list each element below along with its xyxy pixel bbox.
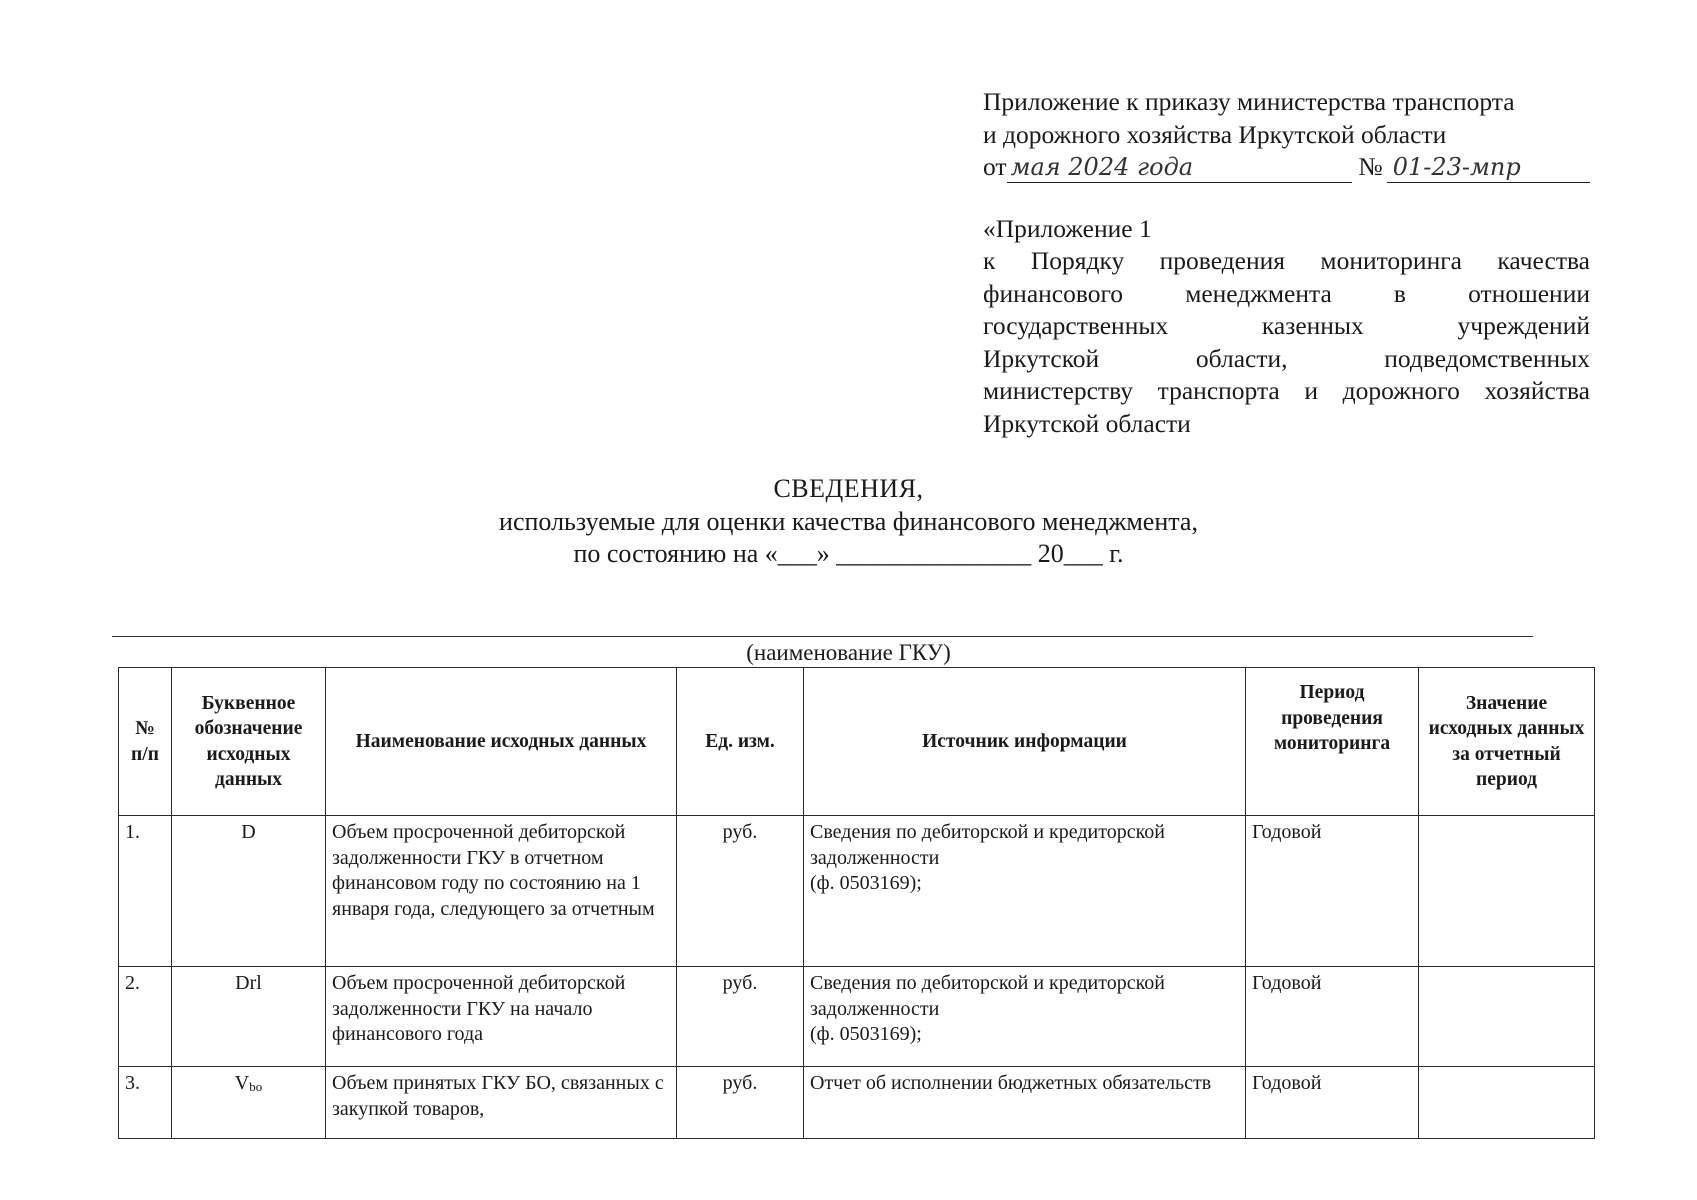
- cell-source-form: (ф. 0503169);: [810, 1023, 922, 1045]
- cell-source-text: Сведения по дебиторской и кредиторской задолженности: [810, 972, 1165, 1020]
- appendix-line: к Порядку проведения мониторинга качества: [983, 246, 1590, 275]
- cell-value: [1419, 816, 1595, 967]
- header-num: № п/п: [119, 668, 172, 816]
- title-line-1: СВЕДЕНИЯ,: [773, 474, 924, 503]
- header-name: Наименование исходных данных: [326, 668, 677, 816]
- cell-num: 3.: [119, 1067, 172, 1139]
- cell-unit: руб.: [677, 967, 804, 1067]
- header-code: Буквенное обозначение исходных данных: [172, 668, 326, 816]
- gku-name-underline: [112, 636, 1533, 637]
- handwritten-date: мая 2024 года: [1007, 152, 1353, 183]
- source-data-table: [118, 667, 1595, 1139]
- order-date-number-line: [983, 151, 1590, 184]
- order-header-line-1: Приложение к приказу министерства транспорта: [983, 87, 1515, 116]
- cell-value: [1419, 1067, 1595, 1139]
- gku-name-caption: (наименование ГКУ): [746, 640, 951, 665]
- appendix-line-last: Иркутской области: [983, 408, 1191, 438]
- cell-name: Объем принятых ГКУ БО, связанных с закупкой товаров,: [326, 1067, 677, 1139]
- title-line-2: используемые для оценки качества финансового менеджмента,: [499, 506, 1198, 536]
- header-period: Период проведения мониторинга: [1246, 668, 1419, 816]
- cell-code: Drl: [172, 967, 326, 1067]
- cell-name: Объем просроченной дебиторской задолженности ГКУ в отчетном финансовом году по состоянию на 1 января года, следующего за отчетным: [326, 816, 677, 967]
- cell-code: D: [172, 816, 326, 967]
- cell-source-form: (ф. 0503169);: [810, 872, 922, 894]
- table-row: [119, 967, 1595, 1067]
- from-label: от: [983, 152, 1007, 181]
- appendix-line: государственных казенных учреждений: [983, 311, 1590, 340]
- cell-source: [804, 816, 1246, 967]
- handwritten-order-number: 01-23-мпр: [1387, 152, 1590, 183]
- cell-source-text: Сведения по дебиторской и кредиторской задолженности: [810, 821, 1165, 869]
- header-value: Значение исходных данных за отчетный период: [1419, 668, 1595, 816]
- cell-code-subscript: bo: [249, 1079, 263, 1094]
- cell-num: 1.: [119, 816, 172, 967]
- cell-num: 2.: [119, 967, 172, 1067]
- cell-source: [804, 967, 1246, 1067]
- cell-unit: руб.: [677, 1067, 804, 1139]
- cell-value: [1419, 967, 1595, 1067]
- document-title: [0, 473, 1697, 571]
- appendix-line: финансового менеджмента в отношении: [983, 278, 1590, 308]
- order-header: [983, 86, 1590, 440]
- appendix-title: «Приложение 1: [983, 213, 1152, 243]
- appendix-block: [983, 213, 1590, 441]
- header-source: Источник информации: [804, 668, 1246, 816]
- order-header-line-2: и дорожного хозяйства Иркутской области: [983, 119, 1447, 149]
- cell-source: Отчет об исполнении бюджетных обязательств: [804, 1067, 1246, 1139]
- cell-period: Годовой: [1246, 967, 1419, 1067]
- number-sign: №: [1358, 152, 1383, 181]
- table-row: [119, 1067, 1595, 1139]
- cell-code: [172, 1067, 326, 1139]
- appendix-line: министерству транспорта и дорожного хозяйства: [983, 376, 1590, 405]
- header-unit: Ед. изм.: [677, 668, 804, 816]
- appendix-line: Иркутской области, подведомственных: [983, 343, 1590, 373]
- table-header-row: [119, 668, 1595, 816]
- table-row: [119, 816, 1595, 967]
- cell-code-main: V: [234, 1072, 250, 1094]
- title-line-3: по состоянию на «___» _______________ 20___ г.: [573, 539, 1124, 568]
- cell-period: Годовой: [1246, 816, 1419, 967]
- cell-name: Объем просроченной дебиторской задолженности ГКУ на начало финансового года: [326, 967, 677, 1067]
- cell-unit: руб.: [677, 816, 804, 967]
- cell-period: Годовой: [1246, 1067, 1419, 1139]
